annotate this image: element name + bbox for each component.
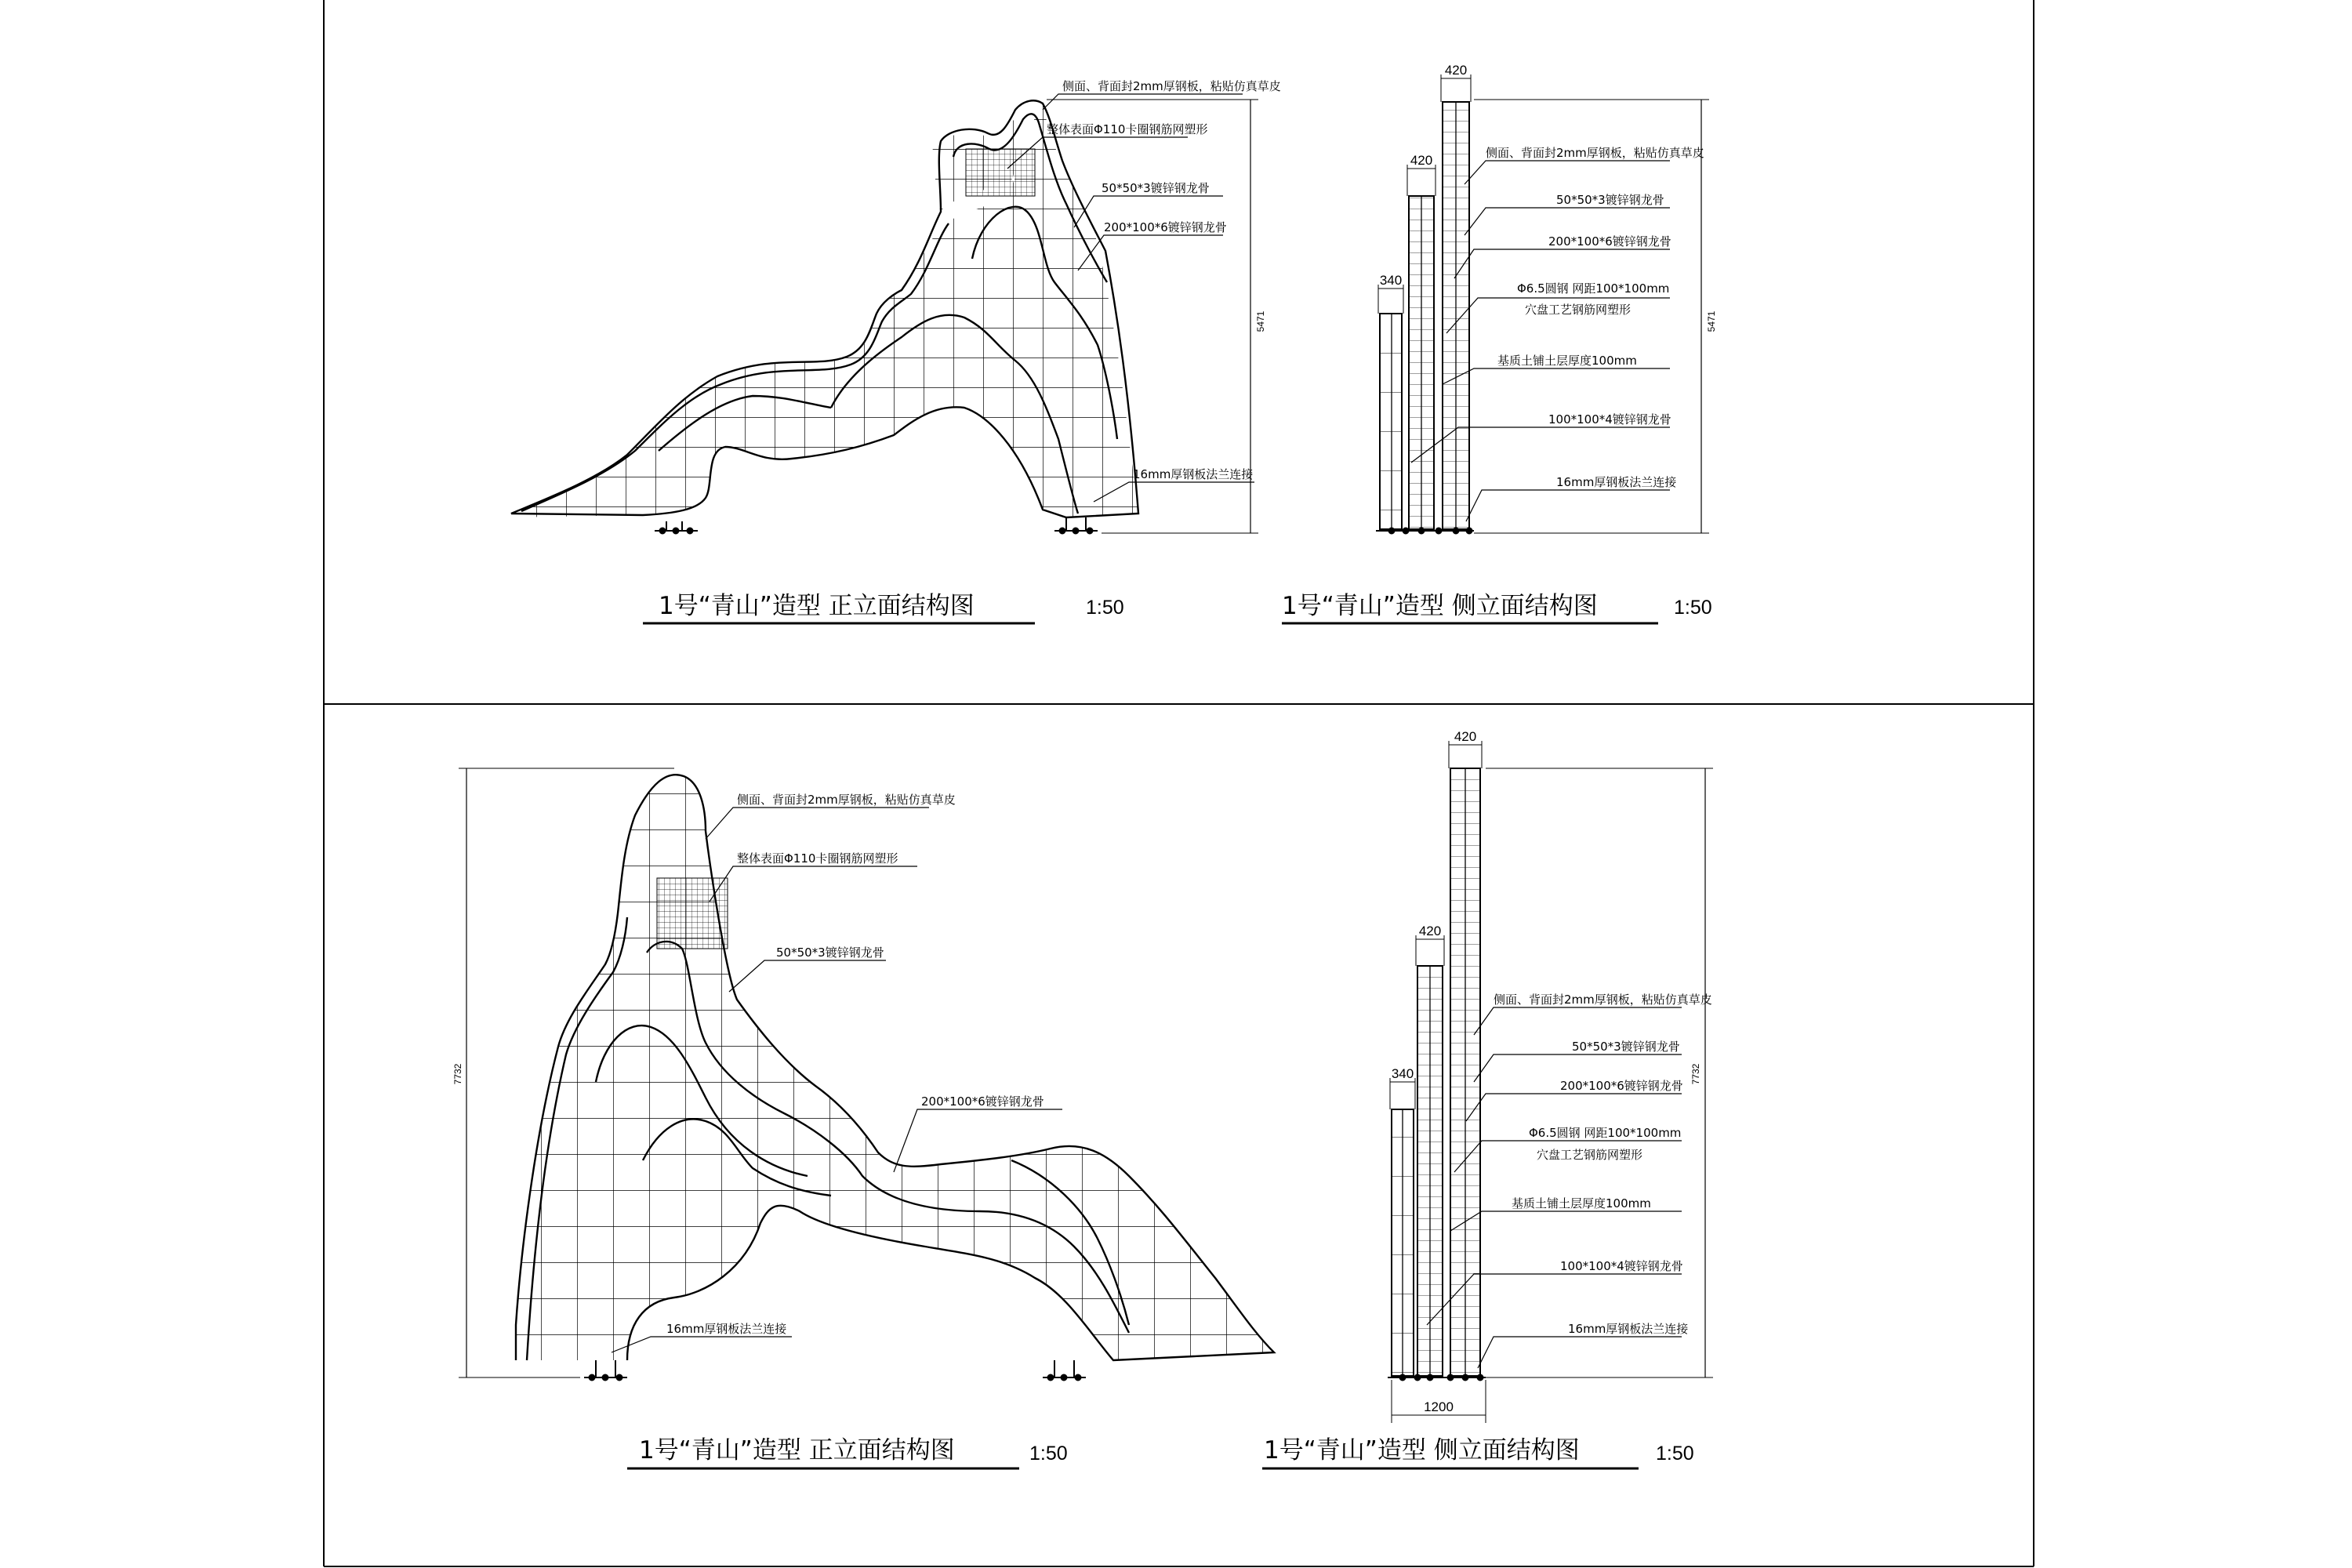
drawing-scale: 1:50 [1086,597,1124,619]
soil-label: 基质土铺土层厚度100mm [1497,354,1637,368]
rebar-mesh-label: 穴盘工艺钢筋网塑形 [1537,1148,1643,1162]
drawing-scale: 1:50 [1674,597,1712,619]
skin-label: 侧面、背面封2mm厚钢板，粘贴仿真草皮 [1486,146,1704,160]
rebar-mesh-detail [657,878,728,949]
height-value: 5471 [1255,310,1266,332]
skin-label: 侧面、背面封2mm厚钢板，粘贴仿真草皮 [1494,993,1712,1007]
drawing-title: 1号“青山”造型 侧立面结构图 [1264,1436,1580,1465]
mesh-label: 整体表面Φ110卡圈钢筋网塑形 [1047,122,1208,136]
height-dimension [1486,768,1713,1377]
angle-steel-label: 50*50*3镀锌钢龙骨 [1572,1040,1680,1054]
steel-grid [502,94,1145,521]
height-value: 5471 [1706,310,1717,332]
flange-label: 16mm厚钢板法兰连接 [1133,467,1254,481]
rebar-mesh-detail [966,149,1035,196]
main-steel-label: 200*100*6镀锌钢龙骨 [1104,220,1227,234]
dim-top: 420 [1444,63,1468,78]
flange-label: 16mm厚钢板法兰连接 [666,1322,787,1336]
dim-width: 1200 [1424,1399,1454,1414]
dim-middle: 420 [1410,153,1433,168]
height-value: 7732 [1690,1063,1701,1085]
front-elevation-2 [452,764,1282,1468]
angle-steel-label: 50*50*3镀锌钢龙骨 [776,946,884,960]
drawing-title: 1号“青山”造型 正立面结构图 [659,592,975,620]
angle-steel-label: 50*50*3镀锌钢龙骨 [1102,181,1210,195]
drawing-scale: 1:50 [1656,1443,1694,1465]
front-elevation-1 [502,79,1281,623]
skin-label: 侧面、背面封2mm厚钢板，粘贴仿真草皮 [737,793,956,807]
dim-top: 420 [1454,729,1477,744]
base-flanges [584,1360,1086,1381]
rebar-label: Φ6.5圆钢 网距100*100mm [1529,1126,1682,1140]
rebar-mesh-label: 穴盘工艺钢筋网塑形 [1525,303,1632,317]
flange-label: 16mm厚钢板法兰连接 [1568,1322,1689,1336]
side-elevation-1 [1282,63,1717,623]
flange-label: 16mm厚钢板法兰连接 [1556,475,1677,489]
dim-low: 340 [1391,1066,1414,1081]
angle-steel-label: 50*50*3镀锌钢龙骨 [1556,193,1664,207]
main-steel-label: 200*100*6镀锌钢龙骨 [1548,234,1671,249]
dim-middle: 420 [1418,924,1442,938]
soil-label: 基质土铺土层厚度100mm [1512,1196,1651,1210]
drawing-title: 1号“青山”造型 侧立面结构图 [1282,592,1598,620]
main-steel-label: 200*100*6镀锌钢龙骨 [1560,1079,1683,1093]
column-low-hatch [1380,314,1402,529]
side-elevation-2 [1262,729,1713,1468]
mesh-label: 整体表面Φ110卡圈钢筋网塑形 [737,851,898,866]
skin-label: 侧面、背面封2mm厚钢板，粘贴仿真草皮 [1062,79,1281,93]
square-steel-label: 100*100*4镀锌钢龙骨 [1548,412,1671,426]
dim-low: 340 [1379,273,1403,288]
rebar-label: Φ6.5圆钢 网距100*100mm [1517,281,1670,296]
drawing-scale: 1:50 [1029,1443,1068,1465]
drawing-title: 1号“青山”造型 正立面结构图 [639,1436,955,1465]
base-flanges [655,517,1098,534]
square-steel-label: 100*100*4镀锌钢龙骨 [1560,1259,1683,1273]
height-value: 7732 [452,1063,463,1085]
main-steel-label: 200*100*6镀锌钢龙骨 [921,1094,1044,1109]
